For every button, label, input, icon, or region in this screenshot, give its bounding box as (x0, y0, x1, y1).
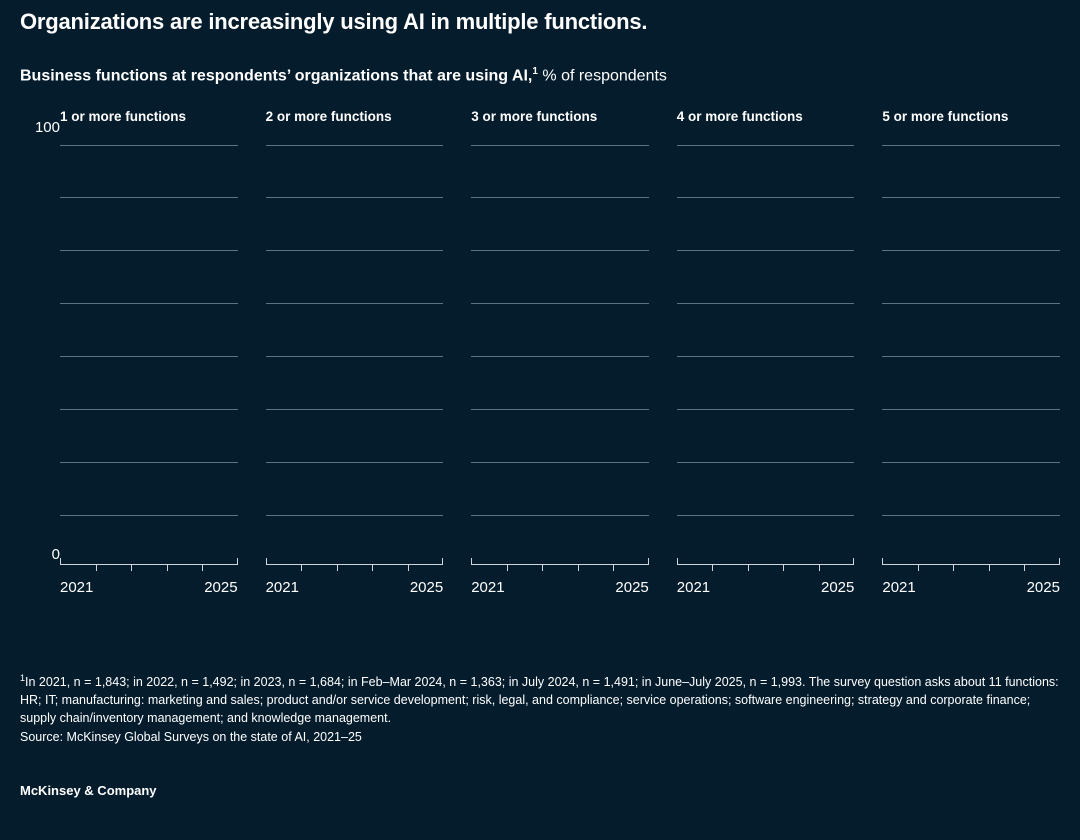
page-title: Organizations are increasingly using AI in multiple functions. (20, 9, 648, 34)
axis-tick (819, 565, 820, 571)
x-axis-label-start: 2021 (60, 578, 94, 596)
axis-tick (237, 558, 238, 565)
axis-tick (712, 565, 713, 571)
gridline (60, 515, 238, 516)
panel-3-or-more (471, 109, 649, 599)
axis-tick (989, 565, 990, 571)
axis-tick (918, 565, 919, 571)
axis-tick (677, 558, 678, 565)
x-axis-label-start: 2021 (265, 578, 299, 596)
gridline (471, 356, 649, 357)
axis-tick (507, 565, 508, 571)
x-axis-line (60, 564, 238, 565)
axis-tick (953, 565, 954, 571)
gridline (266, 356, 444, 357)
gridline (266, 250, 444, 251)
subtitle-main: Business functions at respondents’ organizations that are using AI, (20, 66, 533, 84)
y-axis (20, 109, 60, 563)
gridline (471, 409, 649, 410)
axis-tick (613, 565, 614, 571)
x-axis-line (882, 564, 1060, 565)
x-axis-label-end: 2025 (204, 578, 238, 596)
axis-tick (853, 558, 854, 565)
gridline (60, 409, 238, 410)
gridline (60, 197, 238, 198)
x-axis-line (677, 564, 855, 565)
panel-title: 1 or more functions (60, 108, 187, 124)
plot-area (60, 135, 238, 565)
axis-tick (1059, 558, 1060, 565)
x-axis-label-end: 2025 (615, 578, 649, 596)
gridline (266, 409, 444, 410)
axis-tick (408, 565, 409, 571)
gridline (471, 303, 649, 304)
gridline (882, 356, 1060, 357)
axis-tick (337, 565, 338, 571)
subtitle-footnote-marker: 1 (532, 65, 538, 77)
gridline (266, 515, 444, 516)
panel-group (60, 109, 1060, 599)
axis-tick (301, 565, 302, 571)
y-axis-label-bottom: 0 (51, 545, 60, 563)
x-axis-label-end: 2025 (821, 578, 855, 596)
x-axis-label-end: 2025 (1026, 578, 1060, 596)
gridline (677, 409, 855, 410)
gridline (60, 356, 238, 357)
footnotes (20, 672, 1060, 746)
chart-subtitle (20, 65, 1060, 87)
gridline (882, 250, 1060, 251)
gridline (677, 145, 855, 146)
gridline (266, 145, 444, 146)
gridline (266, 197, 444, 198)
x-axis-label-start: 2021 (676, 578, 711, 596)
x-axis-labels (471, 579, 649, 599)
y-axis-label-top: 100 (34, 118, 60, 136)
x-axis-line (471, 564, 649, 565)
panel-4-or-more (677, 109, 855, 599)
axis-tick (266, 558, 267, 565)
gridline (677, 303, 855, 304)
x-axis-line (266, 564, 444, 565)
x-axis-labels (60, 579, 238, 599)
x-axis-labels (882, 579, 1060, 599)
gridline (471, 462, 649, 463)
panel-title: 3 or more functions (471, 108, 598, 124)
brand-logo: McKinsey & Company (20, 783, 157, 798)
plot-area (266, 135, 444, 565)
x-axis-label-start: 2021 (471, 578, 505, 596)
gridline (471, 515, 649, 516)
gridline (882, 197, 1060, 198)
axis-tick (748, 565, 749, 571)
x-axis-labels (677, 579, 855, 599)
x-axis-labels (266, 579, 444, 599)
chart-area (20, 109, 1060, 609)
gridline (882, 515, 1060, 516)
source-line: Source: McKinsey Global Surveys on the state of AI, 2021–25 (20, 729, 362, 744)
gridline (60, 303, 238, 304)
axis-tick (578, 565, 579, 571)
axis-tick (442, 558, 443, 565)
axis-tick (783, 565, 784, 571)
gridline (882, 145, 1060, 146)
panel-title: 4 or more functions (676, 108, 803, 124)
gridline (266, 462, 444, 463)
plot-area (882, 135, 1060, 565)
gridline (60, 462, 238, 463)
axis-tick (167, 565, 168, 571)
gridline (677, 515, 855, 516)
plot-area (471, 135, 649, 565)
axis-tick (96, 565, 97, 571)
panel-title: 5 or more functions (882, 108, 1009, 124)
plot-area (677, 135, 855, 565)
axis-tick (372, 565, 373, 571)
gridline (471, 145, 649, 146)
panel-title: 2 or more functions (265, 108, 392, 124)
gridline (471, 197, 649, 198)
gridline (677, 462, 855, 463)
axis-tick (131, 565, 132, 571)
gridline (471, 250, 649, 251)
gridline (882, 303, 1060, 304)
axis-tick (202, 565, 203, 571)
subtitle-unit: % of respondents (542, 66, 667, 84)
panel-2-or-more (266, 109, 444, 599)
gridline (882, 409, 1060, 410)
gridline (677, 250, 855, 251)
x-axis-label-end: 2025 (409, 578, 444, 596)
gridline (60, 145, 238, 146)
gridline (266, 303, 444, 304)
axis-tick (60, 558, 61, 565)
axis-tick (471, 558, 472, 565)
gridline (60, 250, 238, 251)
gridline (882, 462, 1060, 463)
gridline (677, 197, 855, 198)
footnote-marker: 1 (20, 673, 26, 683)
x-axis-label-start: 2021 (882, 578, 916, 596)
axis-tick (882, 558, 883, 565)
axis-tick (1024, 565, 1025, 571)
axis-tick (648, 558, 649, 565)
footnote-text: In 2021, n = 1,843; in 2022, n = 1,492; in 2023, n = 1,684; in Feb–Mar 2024, n = 1,363; in July 2024, n = 1,491; in June–July 2025, n = 1,993. The survey question asks about 11 functions: HR; IT; manufacturing: marketing and sales; product and/or service development; risk, legal, and compliance; service operations; software engineering; strategy and corporate finance; supply chain/inventory management; and knowledge management. (20, 675, 1059, 726)
footnote (20, 672, 1060, 728)
panel-1-or-more (60, 109, 238, 599)
axis-tick (542, 565, 543, 571)
gridline (677, 356, 855, 357)
panel-5-or-more (882, 109, 1060, 599)
